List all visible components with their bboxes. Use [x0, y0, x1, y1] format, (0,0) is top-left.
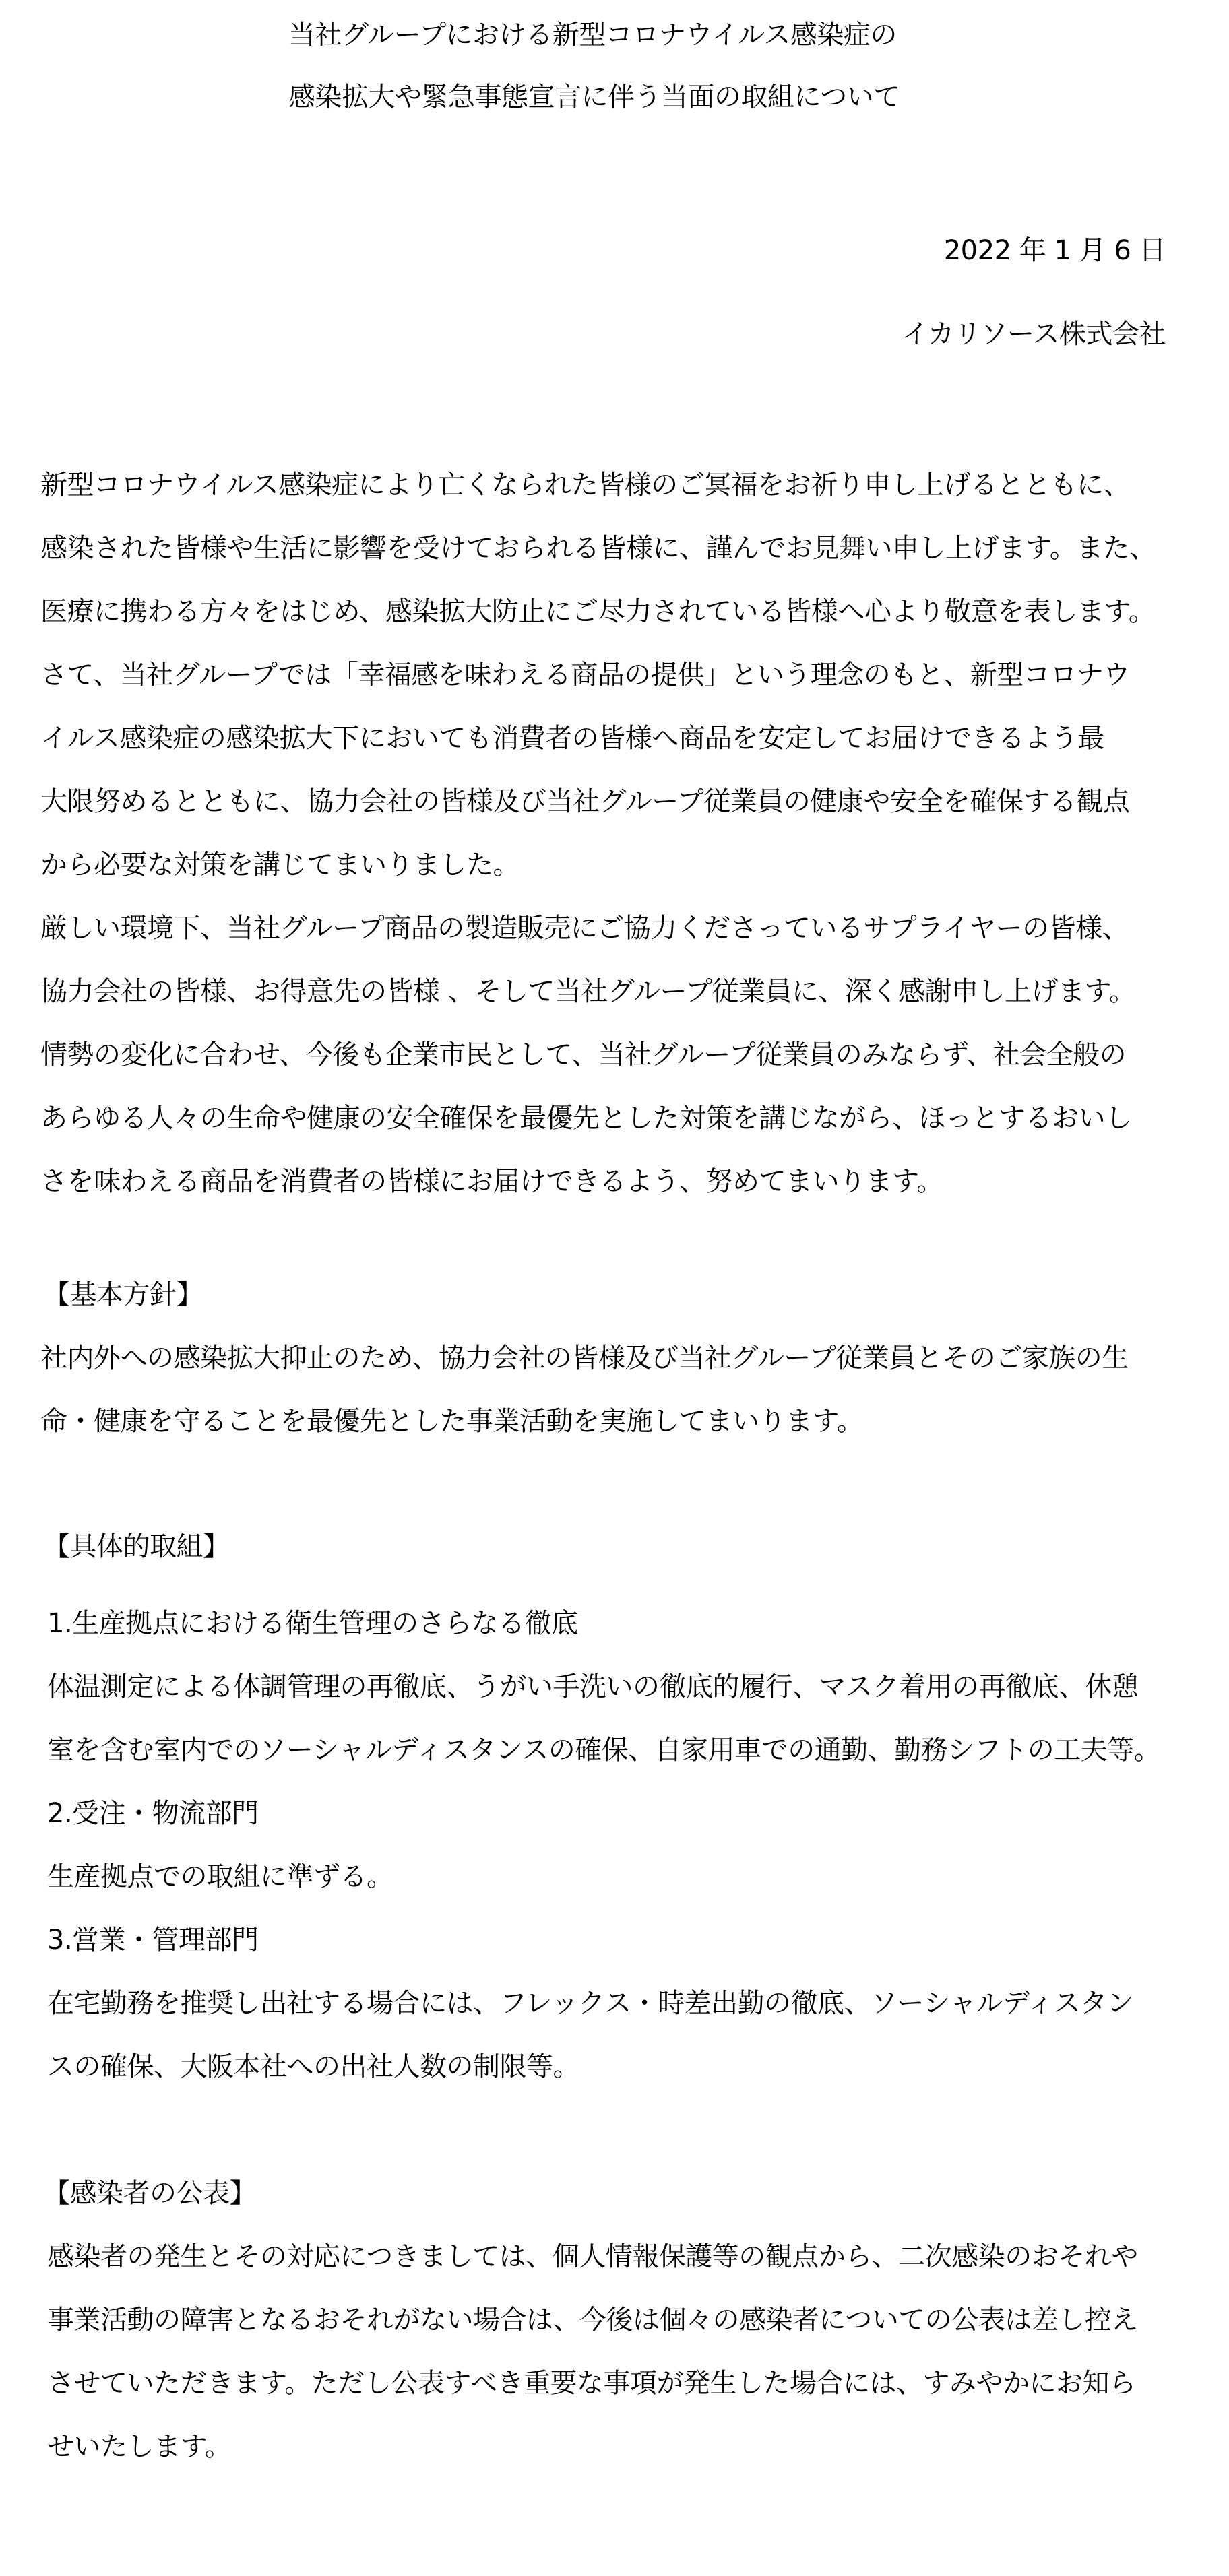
measure-item-title: 3.営業・管理部門 — [47, 1925, 259, 1956]
disclosure-line: 事業活動の障害となるおそれがない場合は、今後は個々の感染者についての公表は差し控え — [47, 2305, 1138, 2336]
measure-item-title: 1.生産拠点における衛生管理のさらなる徹底 — [47, 1608, 578, 1639]
basic-policy-line: 命・健康を守ることを最優先とした事業活動を実施してまいります。 — [40, 1406, 864, 1437]
intro-line: 感染された皆様や生活に影響を受けておられる皆様に、謹んでお見舞い申し上げます。また、 — [40, 533, 1156, 564]
company-name: イカリソース株式会社 — [902, 319, 1166, 350]
disclosure-line: させていただきます。ただし公表すべき重要な事項が発生した場合には、すみやかにお知ら — [47, 2368, 1136, 2399]
intro-line: 大限努めるとともに、協力会社の皆様及び当社グループ従業員の健康や安全を確保する観点 — [40, 786, 1130, 817]
measure-item-title: 2.受注・物流部門 — [47, 1798, 259, 1829]
intro-line: から必要な対策を講じてまいりました。 — [40, 849, 519, 880]
intro-line: 厳しい環境下、当社グループ商品の製造販売にご協力くださっているサプライヤーの皆様、 — [40, 913, 1129, 944]
basic-policy-heading: 【基本方針】 — [43, 1279, 203, 1310]
intro-line: さて、当社グループでは「幸福感を味わえる商品の提供」という理念のもと、新型コロナウ — [40, 659, 1130, 690]
measure-item-line: 体温測定による体調管理の再徹底、うがい手洗いの徹底的履行、マスク着用の再徹底、休憩 — [47, 1671, 1139, 1702]
disclosure-line: せいたします。 — [47, 2431, 232, 2462]
document-date: 2022 年 1 月 6 日 — [943, 235, 1166, 266]
measure-item-line: 生産拠点での取組に準ずる。 — [47, 1861, 393, 1892]
basic-policy-line: 社内外への感染拡大抑止のため、協力会社の皆様及び当社グループ従業員とそのご家族の生 — [40, 1343, 1129, 1374]
intro-line: イルス感染症の感染拡大下においても消費者の皆様へ商品を安定してお届けできるよう最 — [40, 723, 1104, 754]
measures-heading: 【具体的取組】 — [43, 1531, 230, 1562]
measure-item-line: 在宅勤務を推奨し出社する場合には、フレックス・時差出勤の徹底、ソーシャルディスタン — [47, 1988, 1134, 2019]
intro-line: 医療に携わる方々をはじめ、感染拡大防止にご尽力されている皆様へ心より敬意を表します。 — [40, 596, 1156, 627]
measure-item-line: スの確保、大阪本社への出社人数の制限等。 — [47, 2051, 579, 2082]
intro-line: 情勢の変化に合わせ、今後も企業市民として、当社グループ従業員のみならず、社会全般の — [40, 1039, 1127, 1070]
intro-line: 新型コロナウイルス感染症により亡くなられた皆様のご冥福をお祈り申し上げるとともに、 — [40, 470, 1131, 501]
disclosure-line: 感染者の発生とその対応につきましては、個人情報保護等の観点から、二次感染のおそれや — [47, 2241, 1138, 2272]
disclosure-heading: 【感染者の公表】 — [43, 2178, 256, 2209]
intro-line: 協力会社の皆様、お得意先の皆様 、そして当社グループ従業員に、深く感謝申し上げます。 — [40, 976, 1136, 1007]
document-title-line-2: 感染拡大や緊急事態宣言に伴う当面の取組について — [288, 82, 900, 112]
intro-line: さを味わえる商品を消費者の皆様にお届けできるよう、努めてまいります。 — [40, 1166, 943, 1197]
intro-line: あらゆる人々の生命や健康の安全確保を最優先とした対策を講じながら、ほっとするおいし — [40, 1103, 1132, 1134]
measure-item-line: 室を含む室内でのソーシャルディスタンスの確保、自家用車での通勤、勤務シフトの工夫等。 — [47, 1735, 1161, 1766]
document-title-line-1: 当社グループにおける新型コロナウイルス感染症の — [288, 20, 897, 51]
